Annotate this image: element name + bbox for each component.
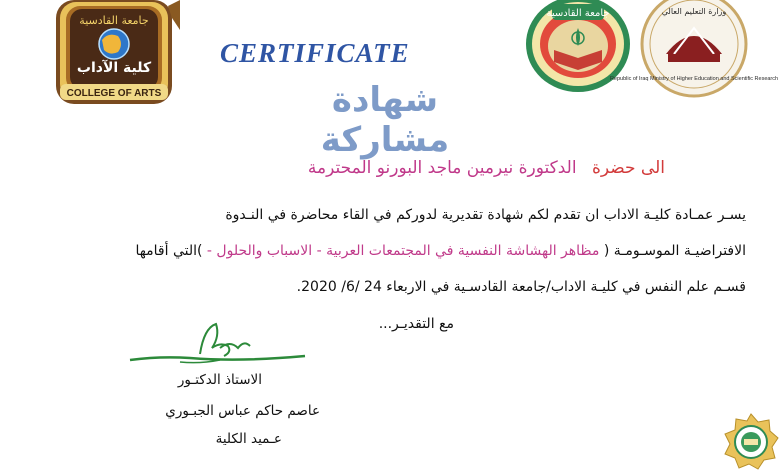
svg-text:COLLEGE OF ARTS: COLLEGE OF ARTS [66,88,162,99]
body-line-2-start: الافتراضيـة الموسـومـة ( [599,243,746,259]
svg-text:وزارة التعليم العالي: وزارة التعليم العالي [661,7,727,16]
body-line-2-end: )التي أقامها [135,243,203,259]
certificate-title: CERTIFICATE [220,38,410,68]
svg-text:كلية الآداب: كلية الآداب [76,60,152,76]
signatory-title: الاستاذ الدكتـور [177,372,262,388]
signature-graphic [120,318,310,370]
recipient-line [308,158,665,178]
bottom-badge-icon [722,412,780,470]
signatory-role: عـميد الكلية [215,431,282,447]
recipient-name: الدكتورة نيرمين ماجد البورنو المحترمة [307,158,577,178]
bottom-badge-graphic [722,412,780,470]
ministry-seal-graphic [609,0,779,98]
college-of-arts-logo-graphic [48,0,180,108]
signatory-name: عاصم حاكم عباس الجبـوري [165,403,320,419]
seminar-topic: مظاهر الهشاشة النفسية في المجتمعات العربية - الاسباب والحلول - [202,243,600,259]
closing-line: مع التقديـر... [378,316,454,332]
ministry-seal-icon [609,0,779,98]
body-line-3: قسـم علم النفس في كليـة الاداب/جامعة القادسـية في الاربعاء 24 /6/ 2020. [296,279,746,295]
certificate-subtitle: شهادة مشاركة [320,80,450,160]
svg-text:Republic of Iraq Ministry of H: Republic of Iraq Ministry of Higher Education and Scientific Research [609,76,779,82]
signature-mark [120,318,310,370]
recipient-prefix: الى حضرة [591,158,665,178]
college-of-arts-logo [48,0,180,108]
body-line-2 [135,243,746,259]
body-line-1: يسـر عمـادة كليـة الاداب ان تقدم لكم شهادة تقديرية لدوركم في القاء محاضرة في النـدوة [225,207,746,223]
svg-text:جامعة القادسية: جامعة القادسية [546,8,610,19]
svg-text:جامعة القادسية: جامعة القادسية [79,14,149,27]
